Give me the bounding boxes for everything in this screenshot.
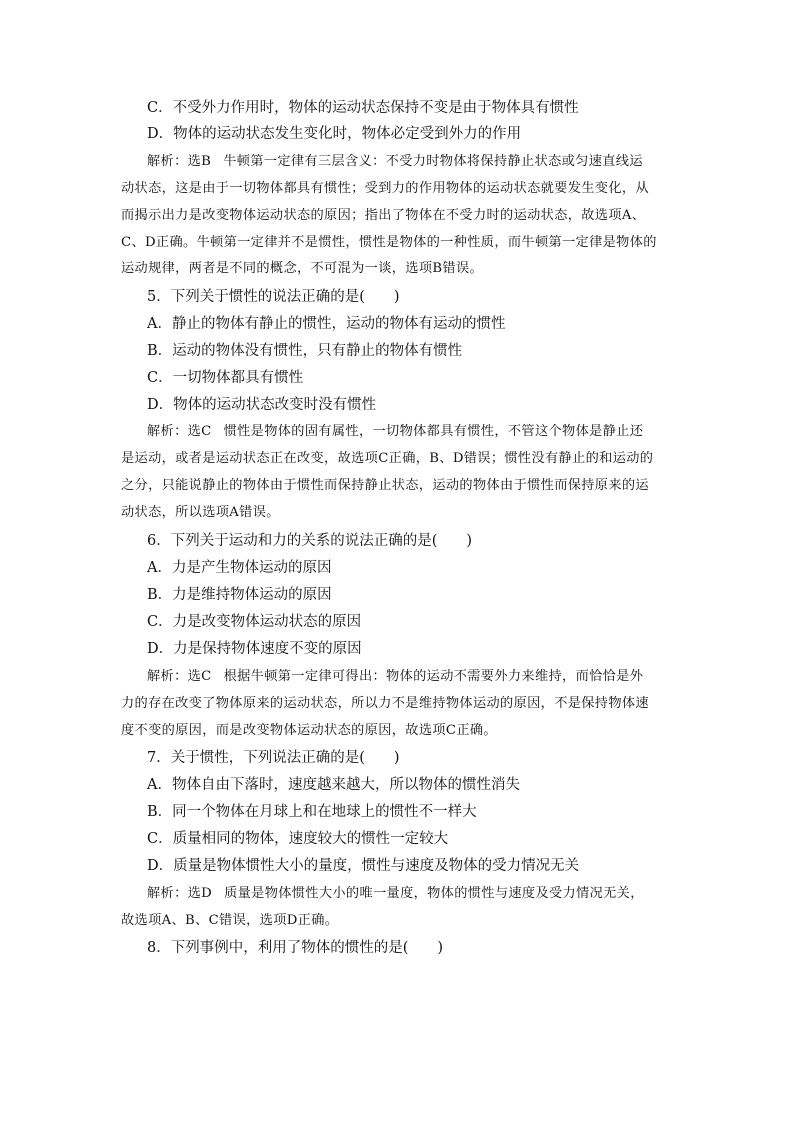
analysis-label: 解析：选C: [147, 669, 212, 684]
analysis-q6-line1: [147, 667, 703, 687]
question-8: 8．下列事例中，利用了物体的惯性的是( ): [147, 940, 444, 956]
analysis-text: 根据牛顿第一定律可得出：物体的运动不需要外力来维持，而恰恰是外: [223, 669, 644, 684]
option-c-q7: C．质量相同的物体，速度较大的惯性一定较大: [147, 831, 449, 847]
analysis-q5-line3: 之分，只能说静止的物体由于惯性而保持静止状态，运动的物体由于惯性而保持原来的运: [121, 478, 649, 493]
analysis-text: 牛顿第一定律有三层含义：不受力时物体将保持静止状态或匀速直线运: [223, 154, 643, 169]
option-a-q6: A．力是产生物体运动的原因: [147, 560, 332, 576]
analysis-q5-line1: [147, 422, 703, 442]
analysis-label: 解析：选C: [147, 424, 212, 439]
analysis-q4-line1: [147, 152, 703, 172]
option-b-q7: B．同一个物体在月球上和在地球上的惯性不一样大: [147, 804, 477, 820]
option-c-q5: C．一切物体都具有惯性: [147, 370, 304, 386]
analysis-q4-line2: 动状态，这是由于一切物体都具有惯性；受到力的作用物体的运动状态就要发生变化，从: [121, 181, 649, 196]
analysis-q6-line2: 力的存在改变了物体原来的运动状态，所以力不是维持物体运动的原因，不是保持物体速: [121, 696, 649, 711]
question-7: 7．关于惯性，下列说法正确的是( ): [147, 750, 400, 766]
option-d-q6: D．力是保持物体速度不变的原因: [147, 641, 362, 657]
analysis-text: 质量是物体惯性大小的唯一量度，物体的惯性与速度及受力情况无关，: [224, 886, 644, 901]
option-d-q7: D．质量是物体惯性大小的量度，惯性与速度及物体的受力情况无关: [147, 858, 580, 874]
option-d-q4: D．物体的运动状态发生变化时，物体必定受到外力的作用: [147, 126, 522, 142]
analysis-q7-line2: 故选项A、B、C错误，选项D正确。: [121, 913, 339, 928]
analysis-label: 解析：选B: [147, 154, 212, 169]
option-b-q6: B．力是维持物体运动的原因: [147, 587, 332, 603]
analysis-q7-line1: [147, 884, 703, 904]
option-a-q7: A．物体自由下落时，速度越来越大，所以物体的惯性消失: [147, 777, 520, 793]
question-5: 5．下列关于惯性的说法正确的是( ): [147, 289, 400, 305]
analysis-q4-line3: 而揭示出力是改变物体运动状态的原因；指出了物体在不受力时的运动状态，故选项A、: [121, 208, 646, 223]
option-b-q5: B．运动的物体没有惯性，只有静止的物体有惯性: [147, 343, 463, 359]
option-c-q4: C．不受外力作用时，物体的运动状态保持不变是由于物体具有惯性: [147, 100, 579, 116]
analysis-q6-line3: 度不变的原因，而是改变物体运动状态的原因，故选项C正确。: [121, 723, 497, 738]
question-6: 6．下列关于运动和力的关系的说法正确的是( ): [147, 533, 473, 549]
option-c-q6: C．力是改变物体运动状态的原因: [147, 614, 362, 630]
option-a-q5: A．静止的物体有静止的惯性，运动的物体有运动的惯性: [147, 316, 506, 332]
analysis-q4-line5: 运动规律，两者是不同的概念，不可混为一谈，选项B错误。: [121, 261, 484, 276]
analysis-text: 惯性是物体的固有属性，一切物体都具有惯性，不管这个物体是静止还: [223, 424, 644, 439]
analysis-q4-line4: C、D正确。牛顿第一定律并不是惯性，惯性是物体的一种性质，而牛顿第一定律是物体的: [121, 235, 657, 250]
option-d-q5: D．物体的运动状态改变时没有惯性: [147, 397, 377, 413]
analysis-q5-line4: 动状态，所以选项A错误。: [121, 505, 280, 520]
analysis-q5-line2: 是运动，或者是运动状态正在改变，故选项C正确，B、D错误；惯性没有静止的和运动的: [121, 451, 654, 466]
analysis-label: 解析：选D: [147, 886, 213, 901]
